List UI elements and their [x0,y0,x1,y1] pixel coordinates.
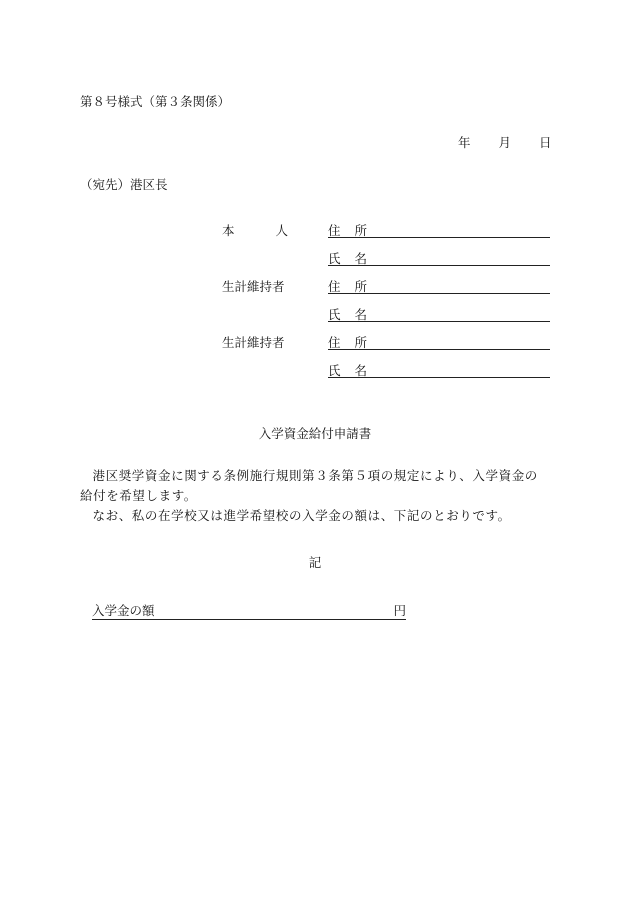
date-line [458,137,552,150]
role-label-self: 本人 [222,223,330,238]
document-title: 入学資金給付申請書 [258,426,372,441]
amount-unit: 円 [393,603,406,618]
name-label: 氏名 [328,251,382,266]
address-label: 住所 [328,335,382,350]
form-number: 第８号様式（第３条関係） [80,94,231,109]
ki-heading: 記 [308,555,322,570]
name-field[interactable] [328,265,550,266]
name-field[interactable] [328,321,550,322]
body-paragraph: 港区奨学資金に関する条例施行規則第３条第５項の規定により、入学資金の給付を希望します。 [80,468,538,503]
address-field[interactable] [328,237,550,238]
role-label-guardian: 生計維持者 [222,335,285,350]
name-label: 氏名 [328,307,382,322]
date-day-label: 日 [539,135,552,150]
body-paragraph: なお、私の在学校又は進学希望校の入学金の額は、下記のとおりです。 [92,508,511,523]
amount-row [92,605,406,621]
date-year-label: 年 [458,135,471,150]
amount-label: 入学金の額 [92,603,155,618]
date-month-label: 月 [498,135,512,150]
address-field[interactable] [328,349,550,350]
amount-field[interactable] [92,619,406,620]
name-label: 氏名 [328,363,382,378]
address-field[interactable] [328,293,550,294]
name-field[interactable] [328,377,550,378]
addressee: （宛先）港区長 [80,177,168,192]
role-label-guardian: 生計維持者 [222,279,285,294]
address-label: 住所 [328,279,382,294]
address-label: 住所 [328,223,382,238]
body-text [80,466,550,526]
